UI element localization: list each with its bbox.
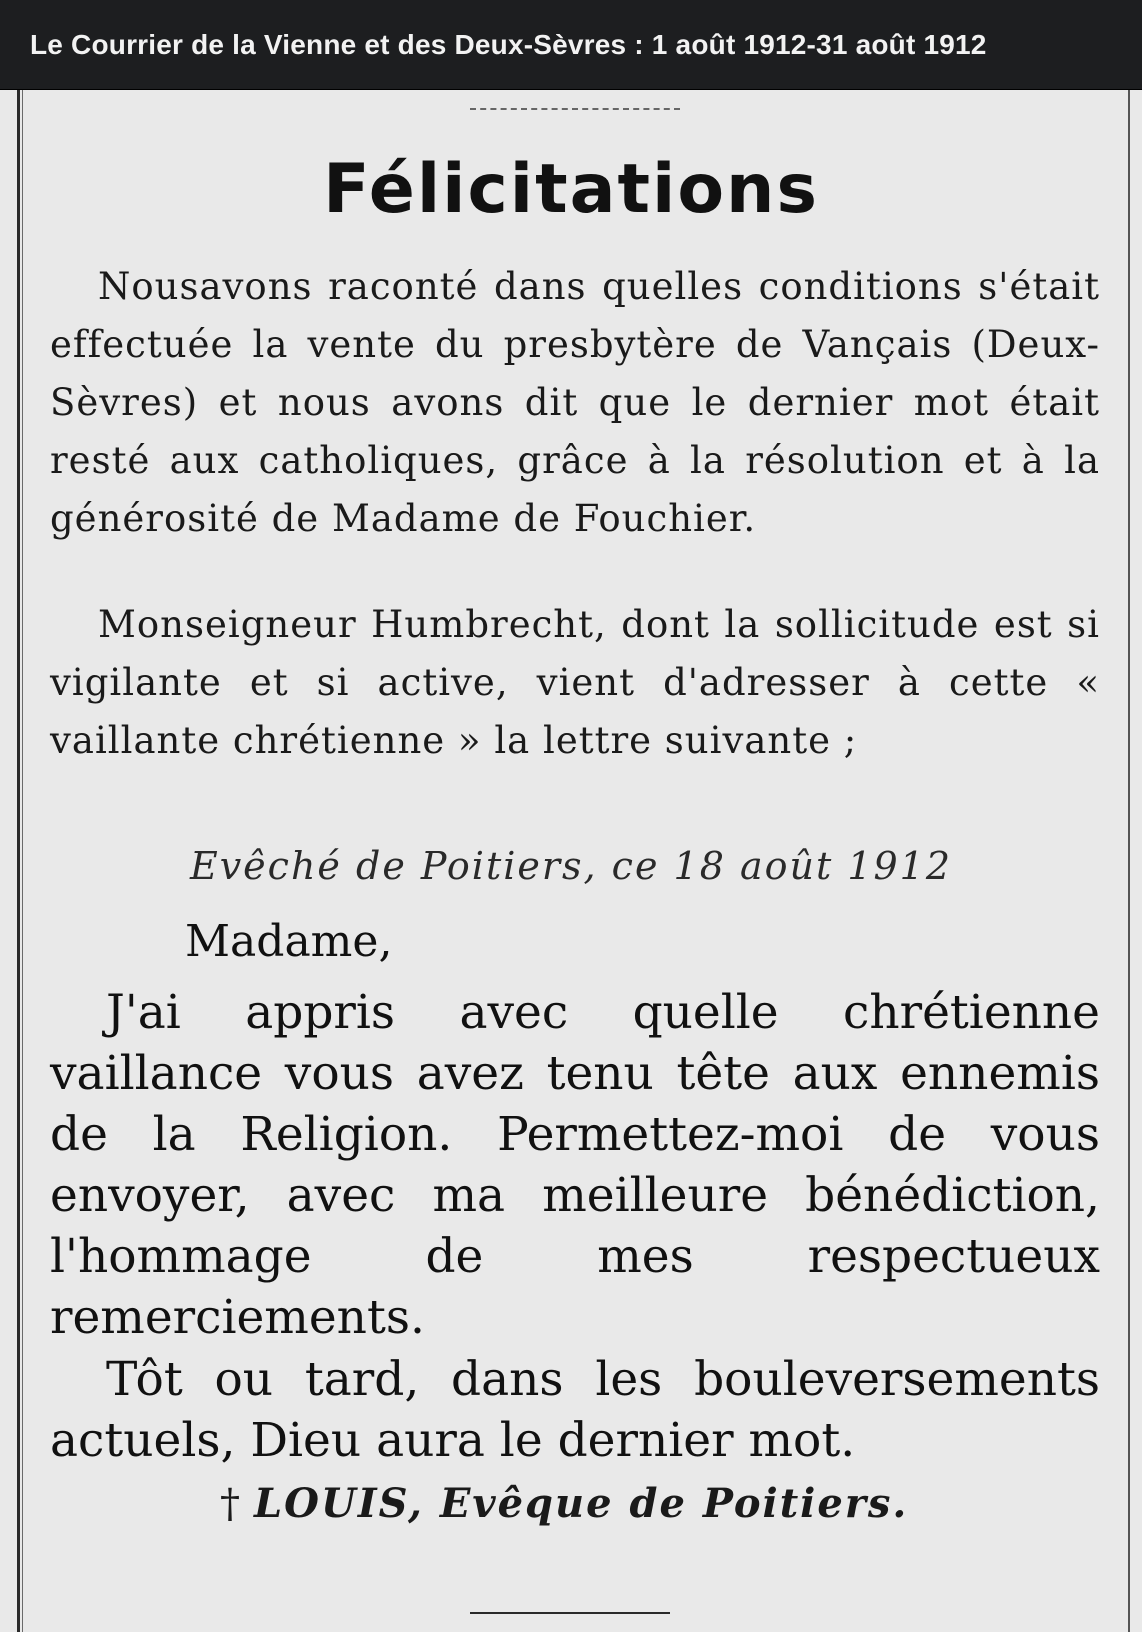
article-paragraph-1	[50, 258, 1100, 548]
paragraph-text: Monseigneur Humbrecht, dont la sollicitude est si vigilante et si active, vient d'adresser à cette « vaillante chrétienne » la lettre suivante ;	[50, 603, 1100, 762]
article-paragraph-2	[50, 596, 1100, 770]
letter-salutation: Madame,	[185, 916, 393, 967]
letter-paragraph-1	[50, 982, 1100, 1348]
title-bar	[0, 0, 1142, 90]
cross-icon: †	[220, 1481, 242, 1527]
separator-top	[470, 108, 680, 110]
letter-text: J'ai appris avec quelle chrétienne vaillance vous avez tenu tête aux ennemis de la Religion. Permettez-moi de vous envoyer, avec ma meilleure bénédiction, l'hommage de mes respectueux remerciements.	[50, 985, 1100, 1345]
article-heading: Félicitations	[323, 150, 819, 229]
paragraph-text: Nousavons raconté dans quelles conditions s'était effectuée la vente du presbytère de Vançais (Deux-Sèvres) et nous avons dit que le dernier mot était resté aux catholiques, grâce à la résolution et à la générosité de Madame de Fouchier.	[50, 265, 1100, 540]
document-title: Le Courrier de la Vienne et des Deux-Sèvres : 1 août 1912-31 août 1912	[30, 28, 987, 60]
newspaper-scan	[0, 90, 1142, 1632]
signature-text: LOUIS, Evêque de Poitiers.	[254, 1480, 909, 1527]
letter-dateline: Evêché de Poitiers, ce 18 août 1912	[189, 844, 953, 888]
letter-text: Tôt ou tard, dans les bouleversements actuels, Dieu aura le dernier mot.	[50, 1352, 1100, 1468]
letter-paragraph-2	[50, 1349, 1100, 1471]
separator-bottom	[470, 1612, 670, 1614]
letter-signature	[220, 1480, 908, 1527]
